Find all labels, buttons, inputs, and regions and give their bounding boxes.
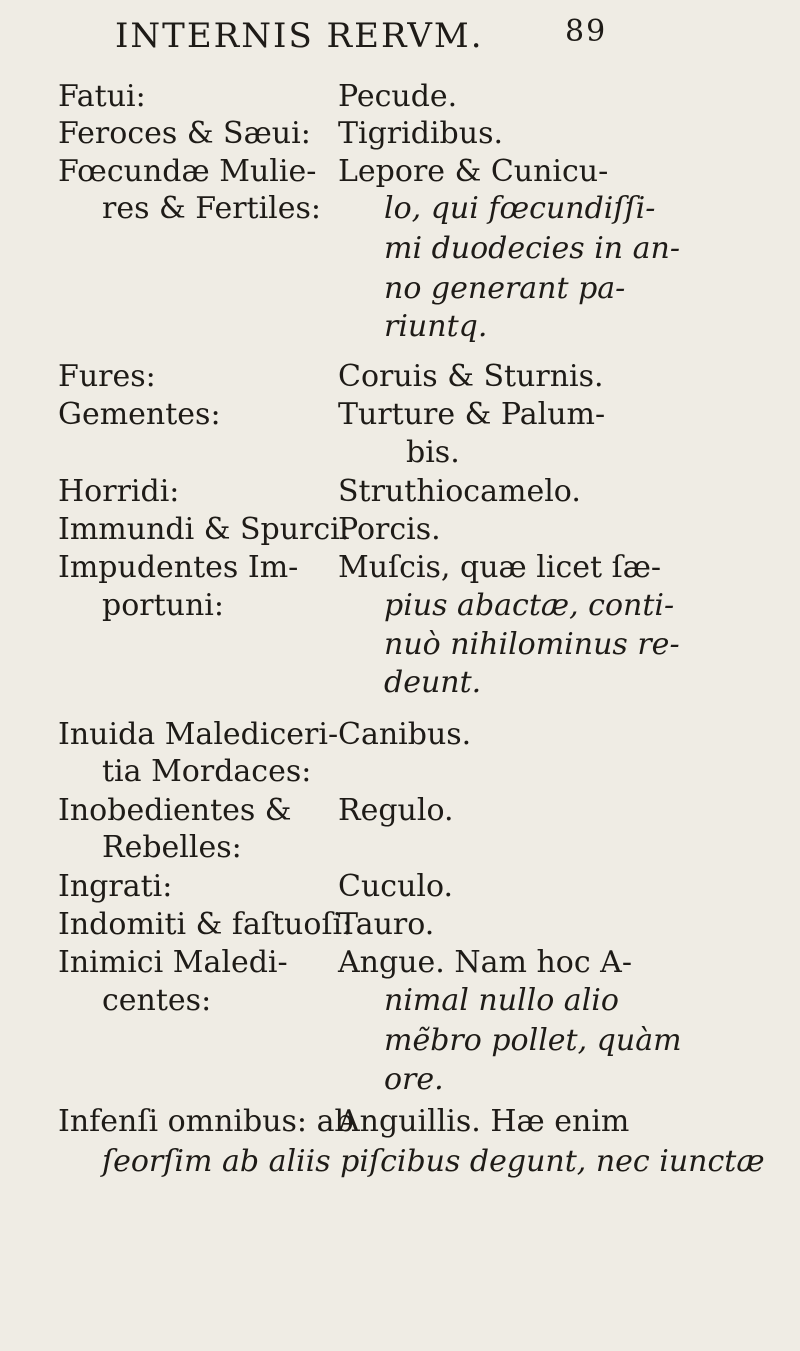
entry-gloss: deunt. <box>384 665 482 700</box>
entry-gloss: nimal nullo alio <box>384 983 619 1018</box>
entry-animal: Muſcis, quæ licet ſæ- <box>338 550 662 585</box>
entry-animal: Lepore & Cunicu- <box>338 154 609 189</box>
running-title: INTERNIS RERVM. <box>115 16 484 56</box>
entry-animal: Porcis. <box>338 512 441 547</box>
entry-gloss: mẽbro pollet, quàm <box>384 1023 682 1058</box>
entry-gloss: mi duodecies in an- <box>384 231 681 266</box>
page-number: 89 <box>565 14 608 49</box>
entry-gloss: lo, qui fœcundiſſi- <box>384 191 656 226</box>
entry-animal: Regulo. <box>338 793 454 828</box>
entry-animal: Tauro. <box>338 907 435 942</box>
entry-gloss: nuò nihilominus re- <box>384 627 680 662</box>
entry-label: Impudentes Im- <box>58 550 299 585</box>
entry-label-cont: res & Fertiles: <box>102 191 322 226</box>
entry-animal-cont: bis. <box>406 435 460 470</box>
entry-label: Ingrati: <box>58 869 173 904</box>
entry-animal: Coruis & Sturnis. <box>338 359 604 394</box>
entry-label: Indomiti & faſtuoſi: <box>58 907 353 942</box>
closing-line: ſeorſim ab aliis piſcibus degunt, nec iunctæ <box>102 1144 765 1179</box>
entry-label: Fatui: <box>58 79 146 114</box>
entry-label: Inimici Maledi- <box>58 945 288 980</box>
entry-label: Immundi & Spurci: <box>58 512 350 547</box>
entry-label: Gementes: <box>58 397 221 432</box>
entry-label: Feroces & Sæui: <box>58 116 311 151</box>
entry-label: Inuida Malediceri- <box>58 717 339 752</box>
entry-label-cont: Rebelles: <box>102 830 242 865</box>
entry-label: Inobedientes & <box>58 793 292 828</box>
entry-animal: Turture & Palum- <box>338 397 606 432</box>
entry-animal: Angue. Nam hoc A- <box>338 945 632 980</box>
entry-label: Infenſi omnibus: ab <box>58 1104 354 1139</box>
entry-label-cont: tia Mordaces: <box>102 754 312 789</box>
entry-label: Fœcundæ Mulie- <box>58 154 317 189</box>
entry-gloss: riuntq. <box>384 309 488 344</box>
entry-gloss: ore. <box>384 1062 444 1097</box>
entry-animal: Pecude. <box>338 79 458 114</box>
entry-label: Fures: <box>58 359 156 394</box>
entry-animal: Cuculo. <box>338 869 454 904</box>
entry-label: Horridi: <box>58 474 180 509</box>
entry-animal: Struthiocamelo. <box>338 474 581 509</box>
entry-animal: Tigridibus. <box>338 116 503 151</box>
entry-animal: Anguillis. Hæ enim <box>338 1104 630 1139</box>
entry-label-cont: centes: <box>102 983 212 1018</box>
entry-label-cont: portuni: <box>102 588 225 623</box>
entry-gloss: pius abactæ, conti- <box>384 588 675 623</box>
entry-gloss: no generant pa- <box>384 271 626 306</box>
entry-animal: Canibus. <box>338 717 472 752</box>
